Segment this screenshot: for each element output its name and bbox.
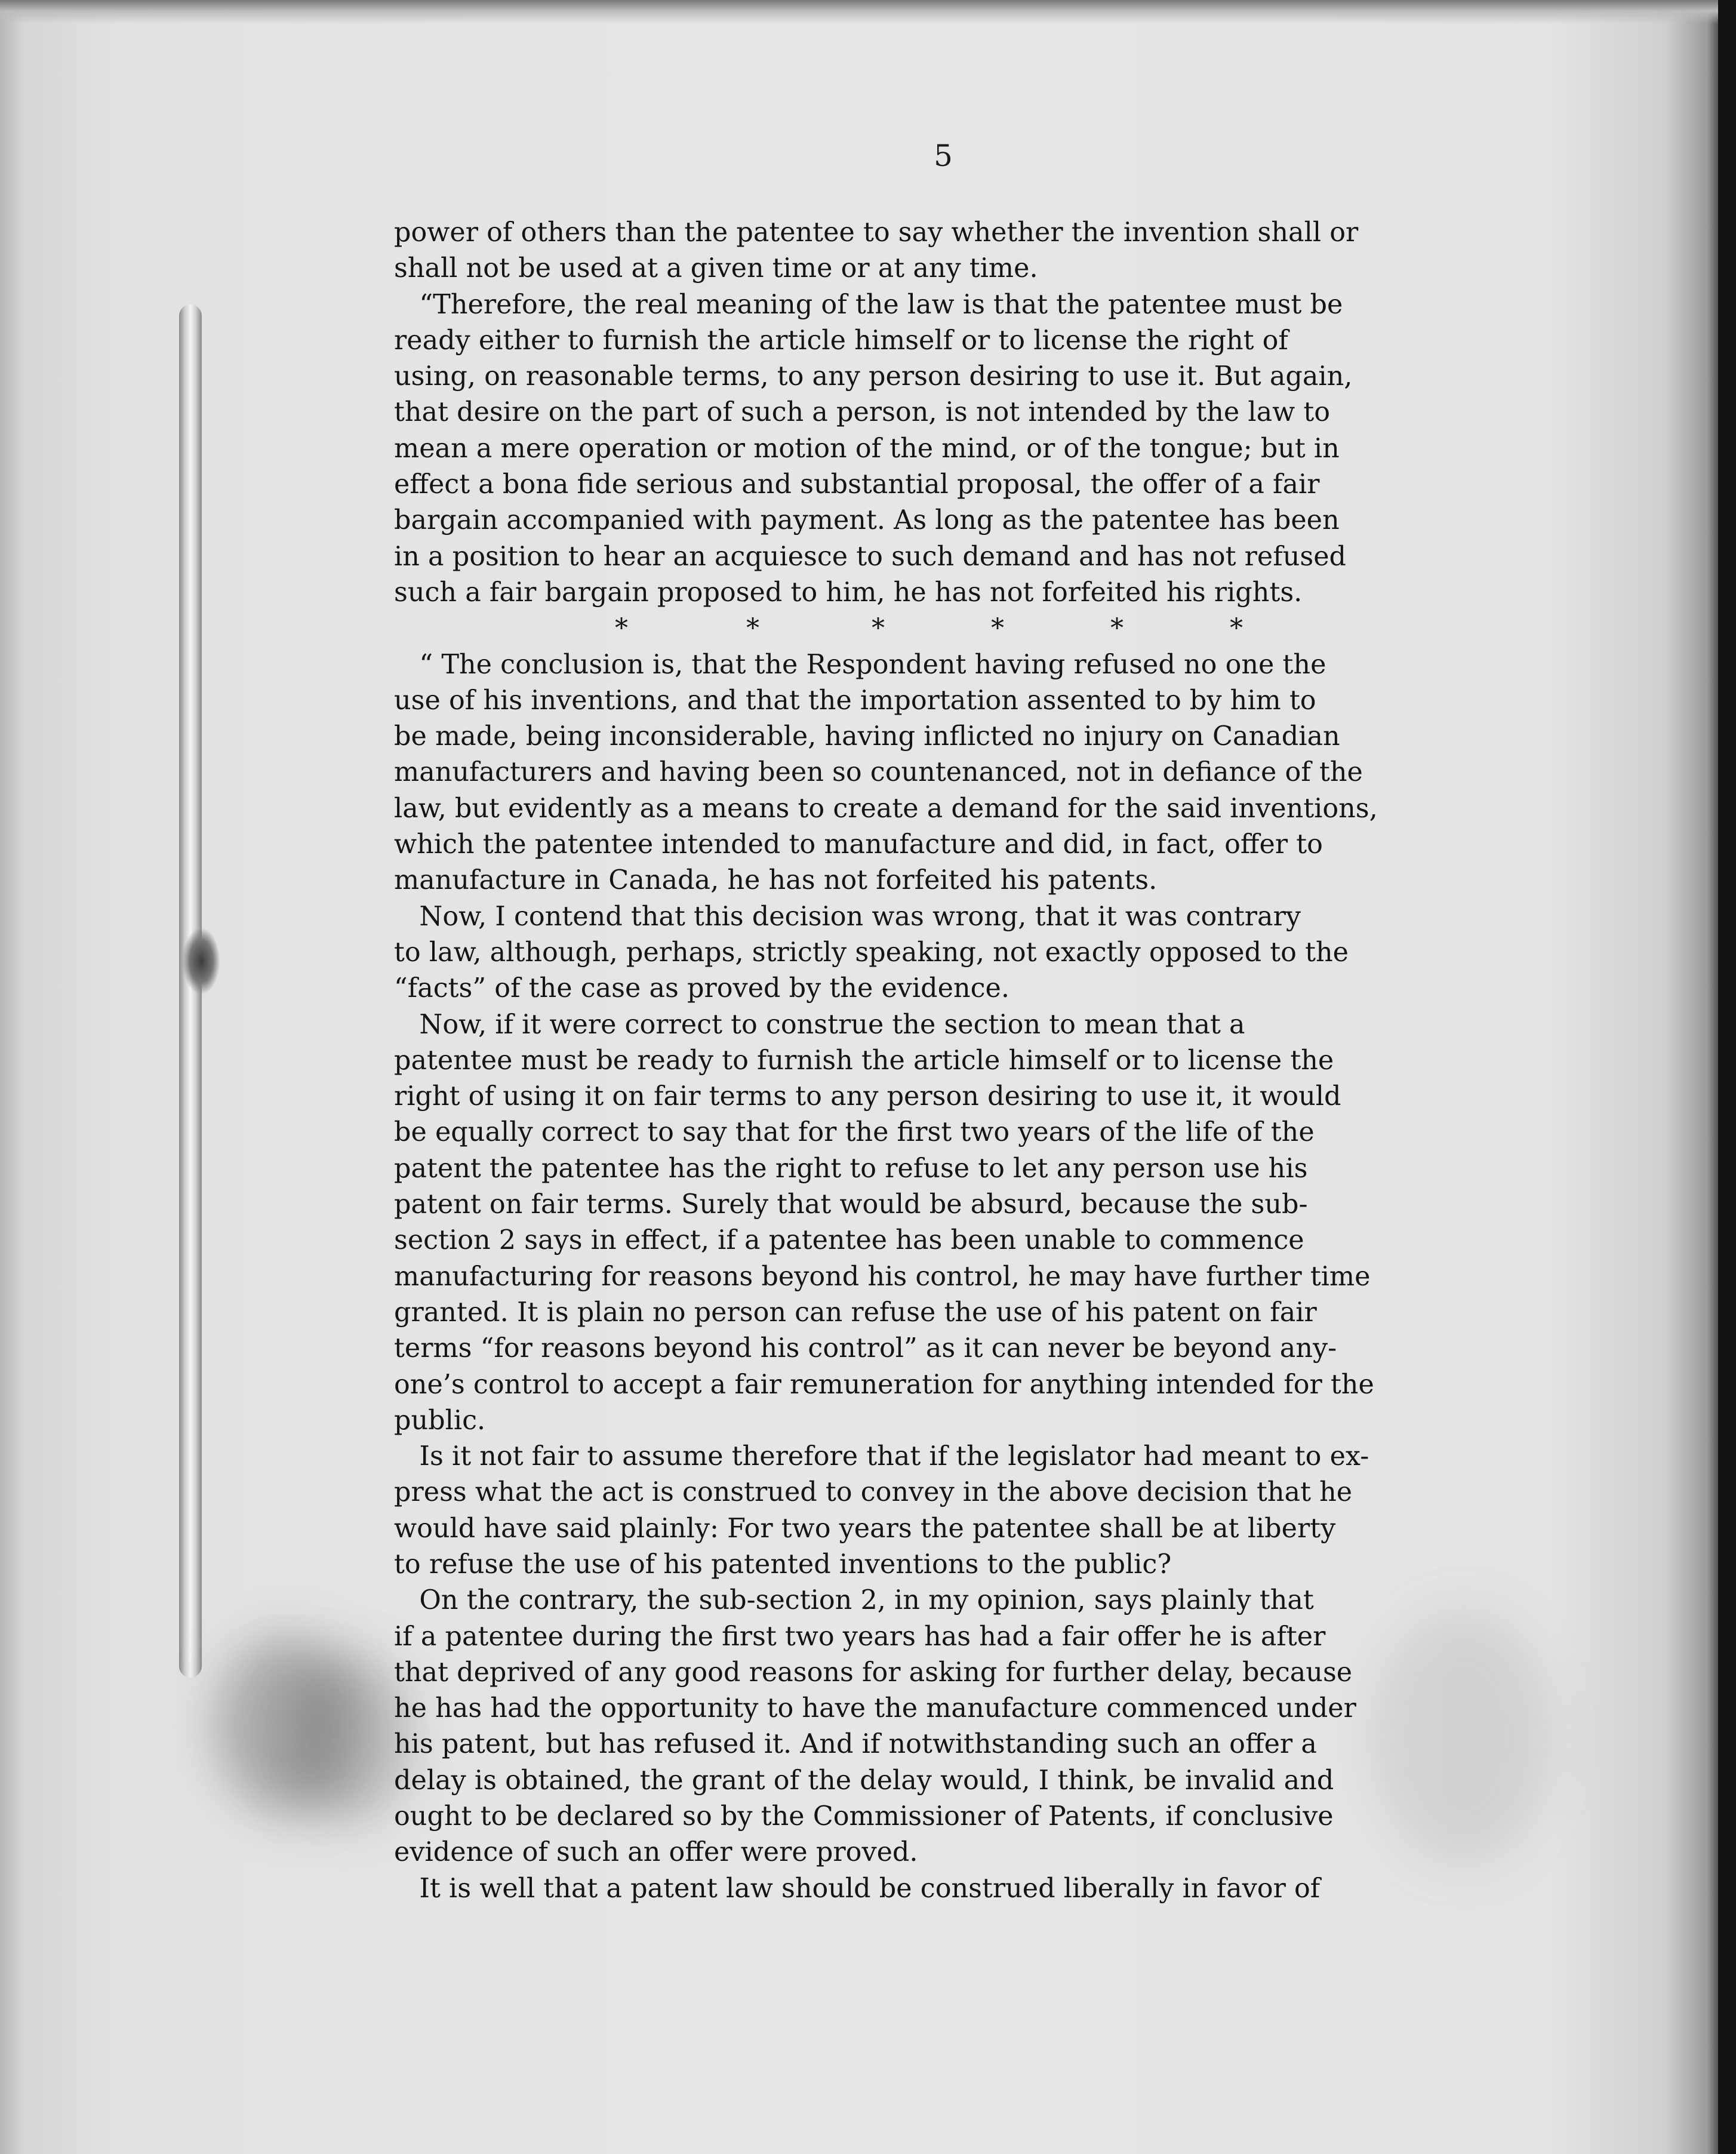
text-line: he has had the opportunity to have the manufacture commenced under — [394, 1693, 1356, 1724]
page-number: 5 — [934, 139, 953, 173]
text-line: power of others than the patentee to say whether the invention shall or — [394, 217, 1359, 248]
text-line: “facts” of the case as proved by the evidence. — [394, 973, 1010, 1004]
text-line: granted. It is plain no person can refuse the use of his patent on fair — [394, 1297, 1317, 1328]
text-line: ready either to furnish the article himself or to license the right of — [394, 325, 1288, 356]
text-line: using, on reasonable terms, to any person desiring to use it. But again, — [394, 361, 1353, 392]
text-line: patent the patentee has the right to refuse to let any person use his — [394, 1153, 1308, 1184]
text-line: one’s control to accept a fair remuneration for anything intended for the — [394, 1369, 1374, 1400]
text-line: would have said plainly: For two years the patentee shall be at liberty — [394, 1513, 1336, 1544]
text-line: Is it not fair to assume therefore that if the legislator had meant to ex- — [394, 1441, 1369, 1472]
text-line: Now, I contend that this decision was wrong, that it was contrary — [394, 901, 1301, 932]
text-line: patentee must be ready to furnish the article himself or to license the — [394, 1045, 1334, 1076]
text-line: terms “for reasons beyond his control” as it can never be beyond any- — [394, 1333, 1337, 1364]
text-line: manufacturers and having been so countenanced, not in defiance of the — [394, 757, 1363, 788]
text-line: press what the act is construed to convey in the above decision that he — [394, 1477, 1353, 1508]
text-line: use of his inventions, and that the importation assented to by him to — [394, 685, 1316, 716]
binding-knot — [183, 928, 220, 994]
text-line: It is well that a patent law should be construed liberally in favor of — [394, 1873, 1321, 1904]
text-line: be equally correct to say that for the first two years of the life of the — [394, 1117, 1315, 1148]
text-line: that deprived of any good reasons for asking for further delay, because — [394, 1657, 1353, 1688]
page-top-shadow — [0, 0, 1718, 24]
ellipsis-star: * — [1110, 613, 1124, 644]
ellipsis-star: * — [1230, 613, 1243, 644]
text-line: manufacture in Canada, he has not forfeited his patents. — [394, 865, 1158, 896]
text-line: effect a bona fide serious and substantial proposal, the offer of a fair — [394, 469, 1320, 500]
ellipsis-row — [394, 611, 1504, 647]
ink-smudge — [281, 1654, 412, 1821]
text-line: ought to be declared so by the Commissioner of Patents, if conclusive — [394, 1801, 1334, 1832]
text-line: patent on fair terms. Surely that would be absurd, because the sub- — [394, 1189, 1308, 1220]
text-line: in a position to hear an acquiesce to such demand and has not refused — [394, 541, 1347, 572]
text-line: evidence of such an offer were proved. — [394, 1837, 918, 1868]
text-line: shall not be used at a given time or at any time. — [394, 253, 1038, 284]
scan-border — [1718, 0, 1736, 2154]
text-line: “Therefore, the real meaning of the law is that the patentee must be — [394, 289, 1343, 320]
text-line: right of using it on fair terms to any person desiring to use it, it would — [394, 1081, 1341, 1112]
ellipsis-star: * — [872, 613, 885, 644]
text-line: Now, if it were correct to construe the section to mean that a — [394, 1009, 1245, 1040]
text-line: that desire on the part of such a person, is not intended by the law to — [394, 397, 1331, 428]
text-line: his patent, but has refused it. And if notwithstanding such an offer a — [394, 1729, 1317, 1760]
text-line: bargain accompanied with payment. As long as the patentee has been — [394, 505, 1340, 536]
body-text — [394, 215, 1504, 1907]
text-line: to refuse the use of his patented inventions to the public? — [394, 1549, 1172, 1580]
text-line: manufacturing for reasons beyond his control, he may have further time — [394, 1261, 1371, 1292]
text-line: mean a mere operation or motion of the mind, or of the tongue; but in — [394, 433, 1340, 464]
text-line: law, but evidently as a means to create a demand for the said inventions, — [394, 793, 1378, 824]
ellipsis-star: * — [991, 613, 1004, 644]
text-line: be made, being inconsiderable, having inflicted no injury on Canadian — [394, 721, 1340, 752]
text-line: On the contrary, the sub-section 2, in my opinion, says plainly that — [394, 1585, 1314, 1616]
text-line: delay is obtained, the grant of the delay would, I think, be invalid and — [394, 1765, 1334, 1796]
text-line: to law, although, perhaps, strictly speaking, not exactly opposed to the — [394, 937, 1349, 968]
text-line: if a patentee during the first two years has had a fair offer he is after — [394, 1621, 1326, 1652]
text-line: “ The conclusion is, that the Respondent having refused no one the — [394, 649, 1326, 680]
text-line: section 2 says in effect, if a patentee has been unable to commence — [394, 1225, 1304, 1256]
text-line: such a fair bargain proposed to him, he has not forfeited his rights. — [394, 577, 1303, 608]
ellipsis-star: * — [615, 613, 628, 644]
text-line: which the patentee intended to manufacture and did, in fact, offer to — [394, 829, 1323, 860]
ellipsis-stars — [394, 611, 1504, 647]
ellipsis-star: * — [746, 613, 759, 644]
text-line: public. — [394, 1405, 486, 1436]
